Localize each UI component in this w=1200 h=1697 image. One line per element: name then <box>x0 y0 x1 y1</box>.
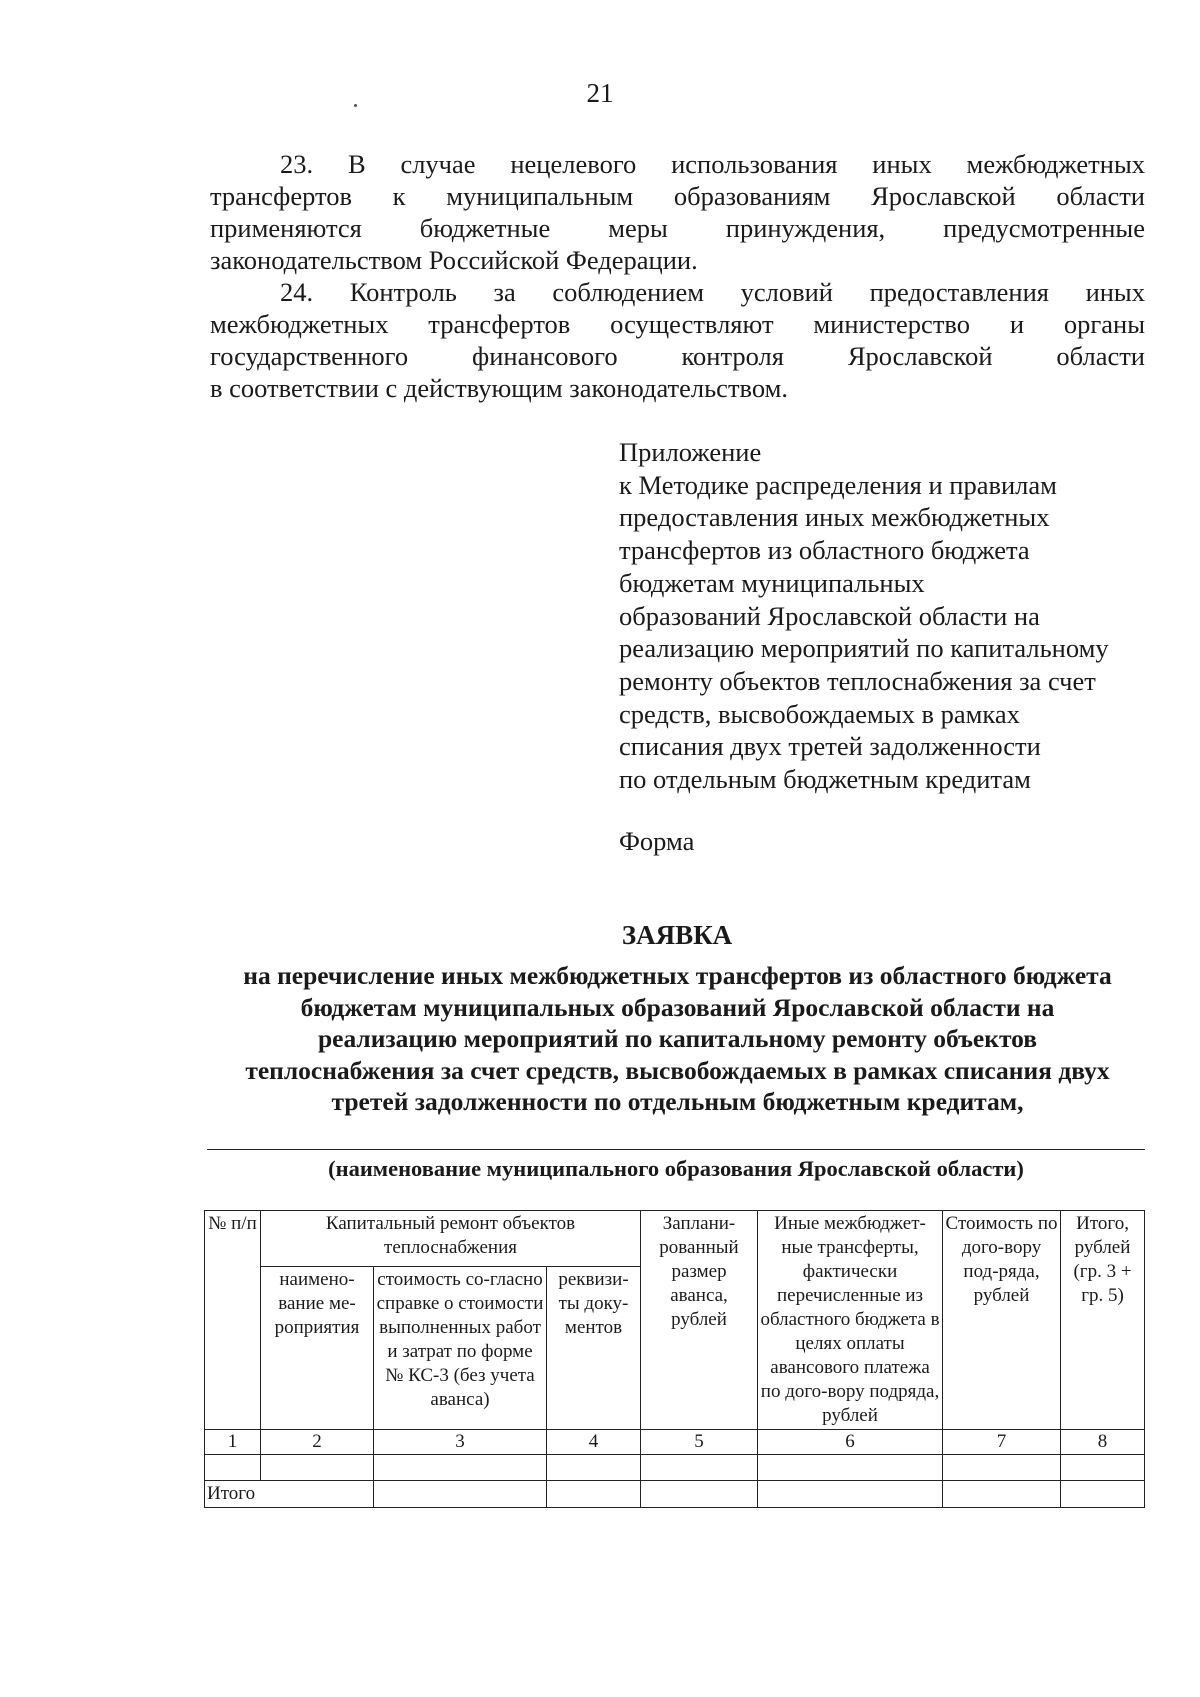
appendix-line: средств, высвобождаемых в рамках <box>619 698 1020 729</box>
appendix-line: ремонту объектов теплоснабжения за счет <box>619 665 1096 696</box>
appendix-line: предоставления иных межбюджетных <box>619 502 1050 533</box>
appendix-header <box>619 436 1109 796</box>
subtitle-line: третей задолженности по отдельным бюджетным кредитам, <box>331 1087 1024 1116</box>
header-col-5: Заплани-рованный размер аванса, рублей <box>641 1211 758 1430</box>
table-cell <box>374 1481 547 1508</box>
appendix-line: образований Ярославской области на <box>619 600 1040 631</box>
header-col-8: Итого, рублей (гр. 3 + гр. 5) <box>1061 1211 1145 1430</box>
appendix-line: по отдельным бюджетным кредитам <box>619 764 1031 795</box>
table-cell <box>205 1455 261 1481</box>
paragraph-line: 23. В случае нецелевого использования иных межбюджетных <box>280 149 1145 179</box>
header-col-6: Иные межбюджет-ные трансферты, фактически перечисленные из областного бюджета в целях оплаты авансового платежа по дого-вору подряда, рублей <box>758 1211 943 1430</box>
appendix-line: бюджетам муниципальных <box>619 567 925 598</box>
paragraph-line: государственного финансового контроля Ярославской области <box>210 341 1145 371</box>
column-number: 7 <box>943 1430 1061 1455</box>
zayavka-subtitle <box>200 960 1155 1118</box>
header-col-3: стоимость со-гласно справке о стоимости выполненных работ и затрат по форме № КС-3 (без учета аванса) <box>374 1267 547 1430</box>
appendix-line: трансфертов из областного бюджета <box>619 535 1030 566</box>
paragraph-line: применяются бюджетные меры принуждения, предусмотренные <box>210 213 1145 243</box>
column-number-row <box>205 1430 1145 1455</box>
paragraph-line: трансфертов к муниципальным образованиям Ярославской области <box>210 181 1145 211</box>
table-cell <box>641 1481 758 1508</box>
scan-dot <box>354 104 357 107</box>
table-cell <box>943 1455 1061 1481</box>
subtitle-line: на перечисление иных межбюджетных трансфертов из областного бюджета <box>243 961 1112 990</box>
header-col-4: реквизи-ты доку-ментов <box>547 1267 641 1430</box>
table-cell <box>261 1455 374 1481</box>
column-number: 4 <box>547 1430 641 1455</box>
column-number: 5 <box>641 1430 758 1455</box>
column-number: 2 <box>261 1430 374 1455</box>
table-cell <box>547 1455 641 1481</box>
municipality-name-field-line <box>207 1149 1145 1150</box>
table-row <box>205 1455 1145 1481</box>
municipality-name-caption: (наименование муниципального образования Ярославской области) <box>328 1156 1024 1181</box>
appendix-line: списания двух третей задолженности <box>619 731 1041 762</box>
appendix-line: Приложение <box>619 437 762 467</box>
appendix-line: реализацию мероприятий по капитальному <box>619 633 1109 664</box>
paragraph-line: в соответствии с действующим законодательством. <box>210 373 788 403</box>
header-col-1: № п/п <box>205 1211 261 1430</box>
subtitle-line: теплоснабжения за счет средств, высвобождаемых в рамках списания двух <box>245 1055 1110 1085</box>
column-number: 3 <box>374 1430 547 1455</box>
total-label: Итого <box>205 1481 374 1508</box>
zayavka-title: ЗАЯВКА <box>621 920 733 950</box>
total-row <box>205 1481 1145 1508</box>
header-col-7: Стоимость по дого-вору под-ряда, рублей <box>943 1211 1061 1430</box>
appendix-line: к Методике распределения и правилам <box>619 469 1057 500</box>
forma-label: Форма <box>619 826 695 856</box>
table-header-row <box>205 1211 1145 1267</box>
table-cell <box>641 1455 758 1481</box>
subtitle-line: бюджетам муниципальных образований Ярославской области на <box>300 992 1055 1022</box>
table-cell <box>943 1481 1061 1508</box>
table-cell <box>758 1455 943 1481</box>
column-number: 6 <box>758 1430 943 1455</box>
subtitle-line: реализацию мероприятий по капитальному ремонту объектов <box>317 1024 1038 1053</box>
page-number: 21 <box>586 78 614 108</box>
header-col-2: наимено-вание ме-роприятия <box>261 1267 374 1430</box>
table-cell <box>1061 1455 1145 1481</box>
table-cell <box>374 1455 547 1481</box>
request-form-table <box>204 1210 1145 1508</box>
paragraph-line: 24. Контроль за соблюдением условий предоставления иных <box>280 277 1145 307</box>
header-group-capital-repair: Капитальный ремонт объектов теплоснабжения <box>261 1211 641 1267</box>
paragraph-line: межбюджетных трансфертов осуществляют министерство и органы <box>210 309 1145 339</box>
table-cell <box>1061 1481 1145 1508</box>
table-cell <box>547 1481 641 1508</box>
paragraph-line: законодательством Российской Федерации. <box>210 245 698 275</box>
column-number: 8 <box>1061 1430 1145 1455</box>
table-cell <box>758 1481 943 1508</box>
column-number: 1 <box>205 1430 261 1455</box>
